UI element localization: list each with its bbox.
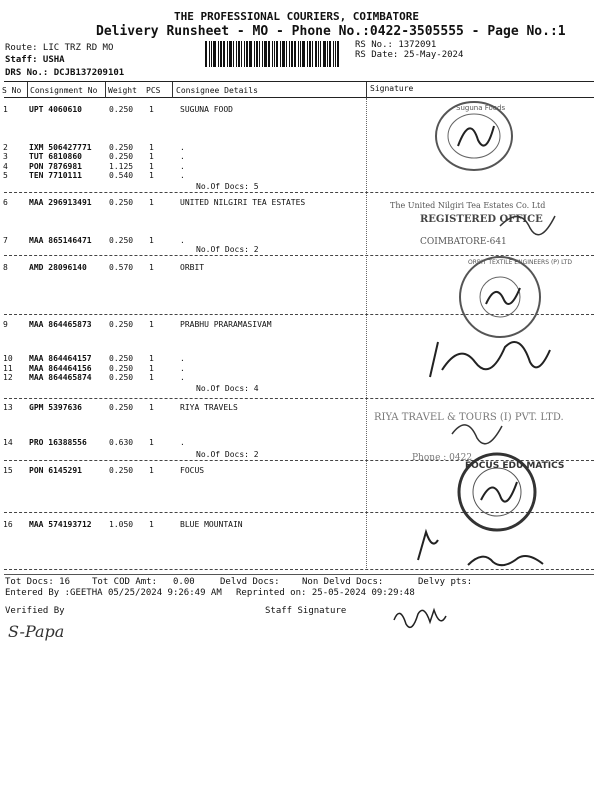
non-delivered-docs: Non Delvd Docs:: [302, 577, 384, 587]
cell-pcs: 1: [149, 438, 154, 447]
cell-cons: MAA 864464156: [29, 364, 92, 373]
suguna-stamp-text: Suguna Foods: [456, 104, 506, 112]
cell-wt: 0.540: [109, 171, 134, 180]
barcode-bar: [291, 41, 293, 67]
barcode-bar: [282, 41, 285, 67]
col-signature: Signature: [370, 84, 414, 93]
cell-details: BLUE MOUNTAIN: [180, 520, 243, 529]
cell-wt: 1.125: [109, 162, 134, 171]
cell-wt: 0.250: [109, 320, 134, 329]
barcode-bar: [323, 41, 326, 67]
barcode-bar: [335, 41, 336, 67]
cell-cons: MAA 865146471: [29, 236, 92, 245]
cell-pcs: 1: [149, 520, 154, 529]
cell-wt: 0.250: [109, 143, 134, 152]
barcode-bar: [244, 41, 245, 67]
cell-sno: 16: [3, 520, 13, 529]
barcode-bar: [229, 41, 232, 67]
reprinted-on: Reprinted on: 25-05-2024 09:29:48: [236, 588, 415, 598]
cell-sno: 9: [3, 320, 8, 329]
cell-wt: 0.250: [109, 152, 134, 161]
barcode-bar: [286, 41, 287, 67]
staff-signature-label: Staff Signature: [265, 606, 347, 616]
barcode-bar: [280, 41, 281, 67]
cell-cons: UPT 4060610: [29, 105, 82, 114]
barcode-bar: [264, 41, 267, 67]
barcode-bar: [238, 41, 240, 67]
nilgiri-stamp: [380, 196, 580, 252]
barcode-bar: [218, 41, 219, 67]
row-separator: [4, 192, 594, 193]
cell-cons: AMD 28096140: [29, 263, 87, 272]
cell-cons: PON 6145291: [29, 466, 82, 475]
barcode-bar: [315, 41, 317, 67]
entered-by: Entered By :GEETHA 05/25/2024 9:26:49 AM: [5, 588, 222, 598]
docs-count: No.Of Docs: 2: [196, 450, 259, 459]
cell-pcs: 1: [149, 171, 154, 180]
docs-count: No.Of Docs: 2: [196, 245, 259, 254]
cell-sno: 4: [3, 162, 8, 171]
barcode-bar: [302, 41, 305, 67]
cell-sno: 12: [3, 373, 13, 382]
company-title: THE PROFESSIONAL COURIERS, COIMBATORE: [174, 10, 420, 23]
cell-pcs: 1: [149, 364, 154, 373]
cell-pcs: 1: [149, 403, 154, 412]
cell-cons: MAA 864465874: [29, 373, 92, 382]
staff-signature: [390, 600, 450, 635]
cell-pcs: 1: [149, 236, 154, 245]
cell-sno: 10: [3, 354, 13, 363]
cell-pcs: 1: [149, 143, 154, 152]
cell-pcs: 1: [149, 320, 154, 329]
barcode-bar: [289, 41, 290, 67]
cell-pcs: 1: [149, 162, 154, 171]
cell-cons: GPM 5397636: [29, 403, 82, 412]
cell-wt: 0.570: [109, 263, 134, 272]
cell-details: UNITED NILGIRI TEA ESTATES: [180, 198, 306, 207]
barcode-bar: [298, 41, 299, 67]
cell-wt: 0.250: [109, 373, 134, 382]
cell-wt: 0.250: [109, 403, 134, 412]
barcode-bar: [211, 41, 212, 67]
cell-details: SUGUNA FOOD: [180, 105, 233, 114]
barcode: [205, 41, 345, 67]
col-sno: S No: [2, 86, 22, 95]
cell-sno: 1: [3, 105, 8, 114]
cell-cons: PON 7876981: [29, 162, 82, 171]
orbit-stamp-text: ORBIT TEXTILE ENGINEERS (P) LTD: [468, 259, 572, 266]
cell-wt: 0.250: [109, 236, 134, 245]
cell-wt: 1.050: [109, 520, 134, 529]
cell-pcs: 1: [149, 152, 154, 161]
cell-cons: TEN 7710111: [29, 171, 82, 180]
col-divider: [366, 82, 367, 98]
cell-cons: PRO 16388556: [29, 438, 87, 447]
barcode-bar: [249, 41, 252, 67]
barcode-bar: [233, 41, 234, 67]
barcode-bar: [220, 41, 222, 67]
cell-sno: 2: [3, 143, 8, 152]
cell-details: PRABHU PRARAMASIVAM: [180, 320, 272, 329]
cell-cons: MAA 296913491: [29, 198, 92, 207]
cell-pcs: 1: [149, 373, 154, 382]
cell-details: .: [180, 171, 185, 180]
barcode-bar: [227, 41, 228, 67]
verified-signature: S-Papa: [8, 622, 65, 641]
col-pcs: PCS: [146, 86, 161, 95]
barcode-bar: [274, 41, 275, 67]
cell-details: .: [180, 364, 185, 373]
nilgiri-stamp-line3: COIMBATORE-641: [420, 237, 507, 247]
cell-sno: 11: [3, 364, 13, 373]
row-separator: [4, 398, 594, 399]
barcode-bar: [256, 41, 258, 67]
col-consignee: Consignee Details: [176, 86, 258, 95]
route-label: Route: LIC TRZ RD MO: [5, 43, 114, 53]
barcode-bar: [333, 41, 334, 67]
rs-number: RS No.: 1372091: [355, 40, 437, 50]
cell-sno: 13: [3, 403, 13, 412]
cell-sno: 6: [3, 198, 8, 207]
cell-sno: 8: [3, 263, 8, 272]
barcode-bar: [236, 41, 237, 67]
cell-cons: MAA 864465873: [29, 320, 92, 329]
prabhu-signature: [420, 322, 560, 392]
barcode-bar: [312, 41, 313, 67]
delivered-docs: Delvd Docs:: [220, 577, 280, 587]
barcode-bar: [276, 41, 278, 67]
riya-stamp-line1: RIYA TRAVEL & TOURS (I) PVT. LTD.: [374, 412, 564, 423]
barcode-bar: [223, 41, 225, 67]
cell-cons: IXM 506427771: [29, 143, 92, 152]
cell-details: RIYA TRAVELS: [180, 403, 238, 412]
barcode-bar: [320, 41, 321, 67]
delivery-points: Delvy pts:: [418, 577, 473, 587]
barcode-bar: [337, 41, 339, 67]
barcode-bar: [213, 41, 216, 67]
signature-divider: [366, 98, 367, 568]
focus-stamp-text: FOCUS EDU MATICS: [465, 461, 565, 471]
barcode-bar: [246, 41, 248, 67]
barcode-bar: [300, 41, 301, 67]
cell-pcs: 1: [149, 105, 154, 114]
cell-details: .: [180, 354, 185, 363]
col-divider: [172, 82, 173, 98]
blue-mountain-signature: [408, 520, 558, 575]
cell-cons: MAA 864464157: [29, 354, 92, 363]
barcode-bar: [309, 41, 311, 67]
nilgiri-stamp-line1: The United Nilgiri Tea Estates Co. Ltd: [390, 201, 546, 210]
cell-wt: 0.250: [109, 466, 134, 475]
barcode-bar: [254, 41, 255, 67]
barcode-bar: [272, 41, 273, 67]
cell-details: FOCUS: [180, 466, 205, 475]
cell-wt: 0.250: [109, 105, 134, 114]
cell-details: ORBIT: [180, 263, 205, 272]
cell-details: .: [180, 162, 185, 171]
barcode-bar: [268, 41, 270, 67]
runsheet-title: Delivery Runsheet - MO - Phone No.:0422-3505555 - Page No.:1: [96, 24, 566, 39]
cell-wt: 0.250: [109, 364, 134, 373]
verified-by-label: Verified By: [5, 606, 65, 616]
col-consignment: Consignment No: [30, 86, 98, 95]
total-cod-label: Tot COD Amt:: [92, 577, 158, 587]
cell-details: .: [180, 143, 185, 152]
nilgiri-stamp-line2: REGISTERED OFFICE: [420, 214, 543, 225]
cell-details: .: [180, 236, 185, 245]
barcode-bar: [318, 41, 319, 67]
cell-wt: 0.630: [109, 438, 134, 447]
barcode-bar: [307, 41, 308, 67]
cell-details: .: [180, 438, 185, 447]
cell-sno: 5: [3, 171, 8, 180]
col-divider: [105, 82, 106, 98]
cell-pcs: 1: [149, 466, 154, 475]
drs-label: DRS No.: DCJB137209101: [5, 68, 125, 78]
cell-sno: 7: [3, 236, 8, 245]
barcode-bar: [205, 41, 207, 67]
cell-pcs: 1: [149, 354, 154, 363]
staff-label: Staff: USHA: [5, 55, 65, 65]
cell-wt: 0.250: [109, 354, 134, 363]
cell-details: .: [180, 152, 185, 161]
cell-sno: 14: [3, 438, 13, 447]
barcode-bar: [327, 41, 328, 67]
cell-cons: TUT 6810860: [29, 152, 82, 161]
barcode-bar: [259, 41, 260, 67]
col-divider: [27, 82, 28, 98]
suguna-stamp: [428, 96, 520, 176]
barcode-bar: [241, 41, 242, 67]
total-cod-value: 0.00: [173, 577, 195, 587]
col-weight: Weight: [108, 86, 137, 95]
footer-top-border: [4, 574, 594, 575]
cell-details: .: [180, 373, 185, 382]
cell-sno: 3: [3, 152, 8, 161]
cell-pcs: 1: [149, 198, 154, 207]
barcode-bar: [262, 41, 263, 67]
docs-count: No.Of Docs: 5: [196, 182, 259, 191]
barcode-bar: [329, 41, 331, 67]
table-top-border: [4, 81, 594, 82]
docs-count: No.Of Docs: 4: [196, 384, 259, 393]
cell-sno: 15: [3, 466, 13, 475]
cell-cons: MAA 574193712: [29, 520, 92, 529]
total-docs: Tot Docs: 16: [5, 577, 71, 587]
riya-stamp-line2: Phone : 0422: [412, 453, 473, 463]
cell-wt: 0.250: [109, 198, 134, 207]
barcode-bar: [294, 41, 296, 67]
cell-pcs: 1: [149, 263, 154, 272]
barcode-bar: [209, 41, 210, 67]
rs-date: RS Date: 25-May-2024: [355, 50, 464, 60]
